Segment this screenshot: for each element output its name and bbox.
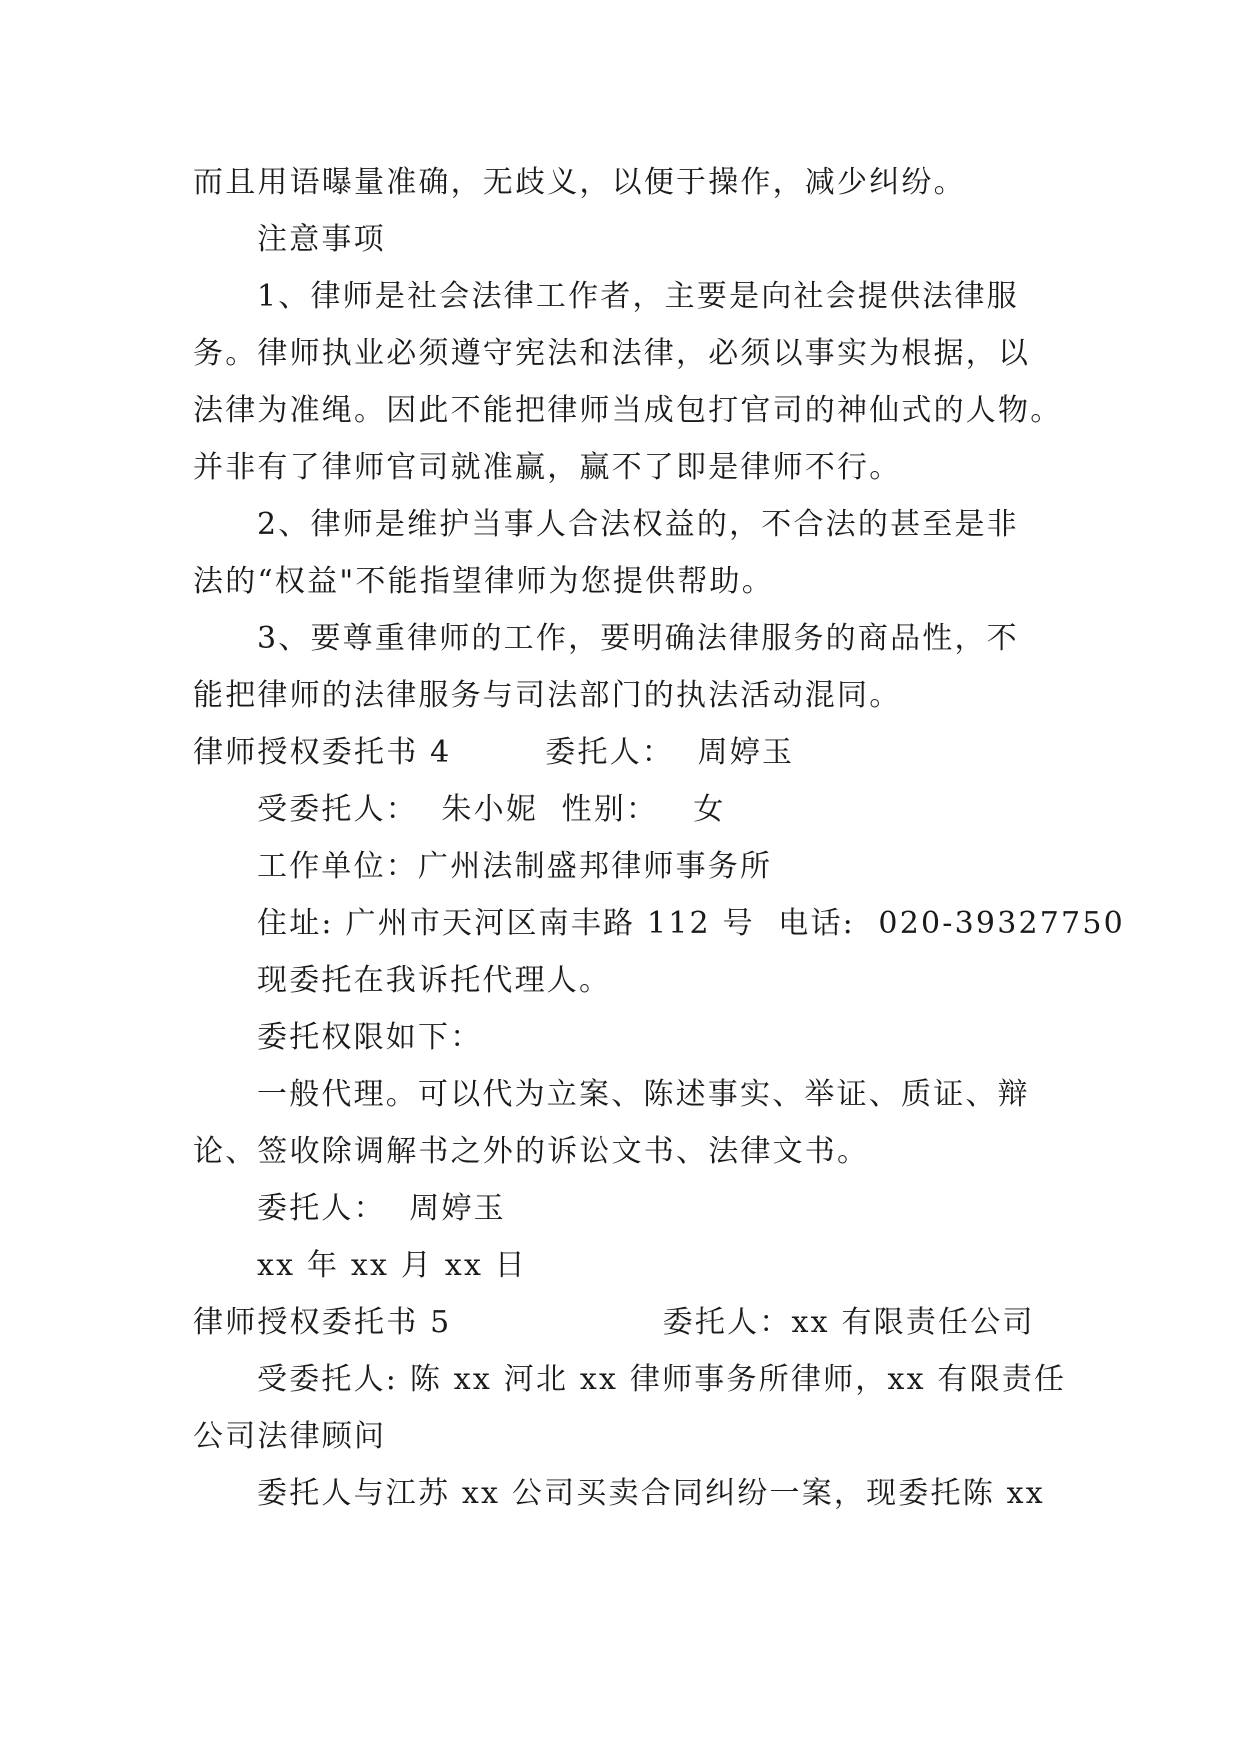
paragraph-line: 3、要尊重律师的工作，要明确法律服务的商品性，不	[257, 621, 1019, 656]
section-heading: 注意事项	[257, 222, 386, 257]
paragraph-line: 1、律师是社会法律工作者，主要是向社会提供法律服	[257, 279, 1019, 314]
paragraph-line: 而且用语曝量准确，无歧义，以便于操作，减少纠纷。	[193, 165, 966, 200]
paragraph-line: 受委托人: 陈 xx 河北 xx 律师事务所律师，xx 有限责任	[257, 1362, 1067, 1397]
paragraph-line: 委托人与江苏 xx 公司买卖合同纠纷一案，现委托陈 xx	[257, 1476, 1045, 1511]
paragraph-line: 2、律师是维护当事人合法权益的，不合法的甚至是非	[257, 507, 1019, 542]
date-line: xx 年 xx 月 xx 日	[257, 1248, 527, 1283]
document-title-5: 律师授权委托书 5 委托人：xx 有限责任公司	[193, 1305, 1035, 1340]
paragraph-line: 公司法律顾问	[193, 1419, 387, 1454]
paragraph-line: 现委托在我诉托代理人。	[257, 963, 612, 998]
paragraph-line: 委托权限如下：	[257, 1020, 483, 1055]
paragraph-line: 受委托人： 朱小妮 性别： 女	[257, 792, 726, 827]
paragraph-line: 能把律师的法律服务与司法部门的执法活动混同。	[193, 678, 902, 713]
paragraph-line: 一般代理。可以代为立案、陈述事实、举证、质证、辩	[257, 1077, 1030, 1112]
paragraph-line: 并非有了律师官司就准赢，赢不了即是律师不行。	[193, 450, 902, 485]
paragraph-line: 法的“权益"不能指望律师为您提供帮助。	[193, 564, 774, 599]
document-title-4: 律师授权委托书 4 委托人： 周婷玉	[193, 735, 795, 770]
paragraph-line: 论、签收除调解书之外的诉讼文书、法律文书。	[193, 1134, 870, 1169]
paragraph-line: 委托人： 周婷玉	[257, 1191, 506, 1226]
paragraph-line: 工作单位：广州法制盛邦律师事务所	[257, 849, 773, 884]
paragraph-line: 法律为准绳。因此不能把律师当成包打官司的神仙式的人物。	[193, 393, 1063, 428]
paragraph-line: 务。律师执业必须遵守宪法和法律，必须以事实为根据，以	[193, 336, 1031, 371]
paragraph-line: 住址: 广州市天河区南丰路 112 号 电话: 020-39327750	[257, 906, 1125, 941]
